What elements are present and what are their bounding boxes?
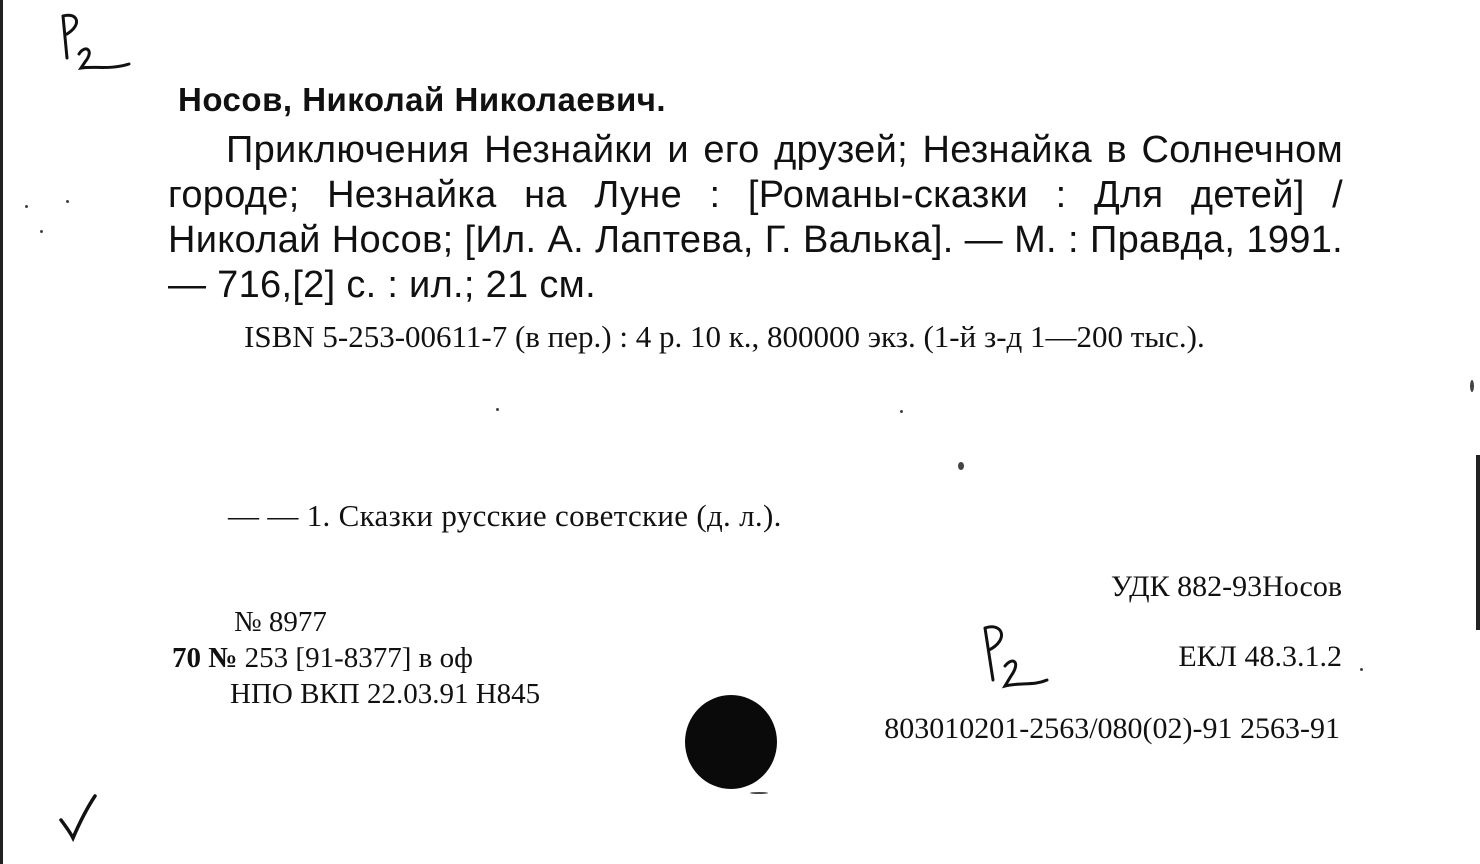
- print-order-block: [172, 604, 540, 712]
- scan-speck: [1360, 668, 1363, 671]
- order-number: № 8977: [234, 606, 327, 638]
- print-order-rest: 253 [91-8377] в оф: [237, 642, 473, 674]
- ink-blot: [685, 695, 777, 789]
- print-order-prefix: 70 №: [172, 642, 238, 674]
- publication-code: 803010201-2563/080(02)-91 2563-91: [884, 712, 1340, 745]
- card-right-edge: [1476, 455, 1480, 630]
- handwritten-p2-mark-middle: [975, 620, 1055, 700]
- ekl-classification: ЕКЛ 48.3.1.2: [1178, 640, 1342, 673]
- card-main-text: [168, 72, 1343, 356]
- scan-speck: [496, 408, 499, 411]
- bibliographic-description: Приключения Незнайки и его друзей; Незнайка в Солнечном городе; Незнайка на Луне : [Романы-сказки : Для детей] / Николай Носов; [Ил. А. Лаптева, Г. Валька]. — М. : Правда, 1991. — 716,[2] с. : ил.; 21 см.: [168, 129, 1343, 306]
- scan-speck: [40, 230, 43, 233]
- author-heading: Носов, Николай Николаевич.: [178, 81, 667, 118]
- card-left-edge: [0, 0, 3, 864]
- scan-speck: [66, 200, 69, 203]
- handwritten-p2-mark-top: [55, 10, 135, 80]
- print-order-line: [172, 640, 540, 676]
- scan-speck: [750, 792, 768, 794]
- subject-heading: — — 1. Сказки русские советские (д. л.).: [228, 498, 782, 533]
- scan-speck: [1470, 380, 1474, 392]
- scan-speck: [958, 462, 964, 470]
- scan-speck: [25, 205, 28, 208]
- isbn-line: ISBN 5-253-00611-7 (в пер.) : 4 р. 10 к., 800000 экз. (1-й з-д 1—200 тыс.).: [244, 319, 1205, 354]
- handwritten-checkmark: [55, 790, 105, 845]
- udk-classification: УДК 882-93Носов: [1110, 570, 1342, 603]
- npo-line: НПО ВКП 22.03.91 Н845: [230, 678, 541, 710]
- scan-speck: [900, 410, 903, 413]
